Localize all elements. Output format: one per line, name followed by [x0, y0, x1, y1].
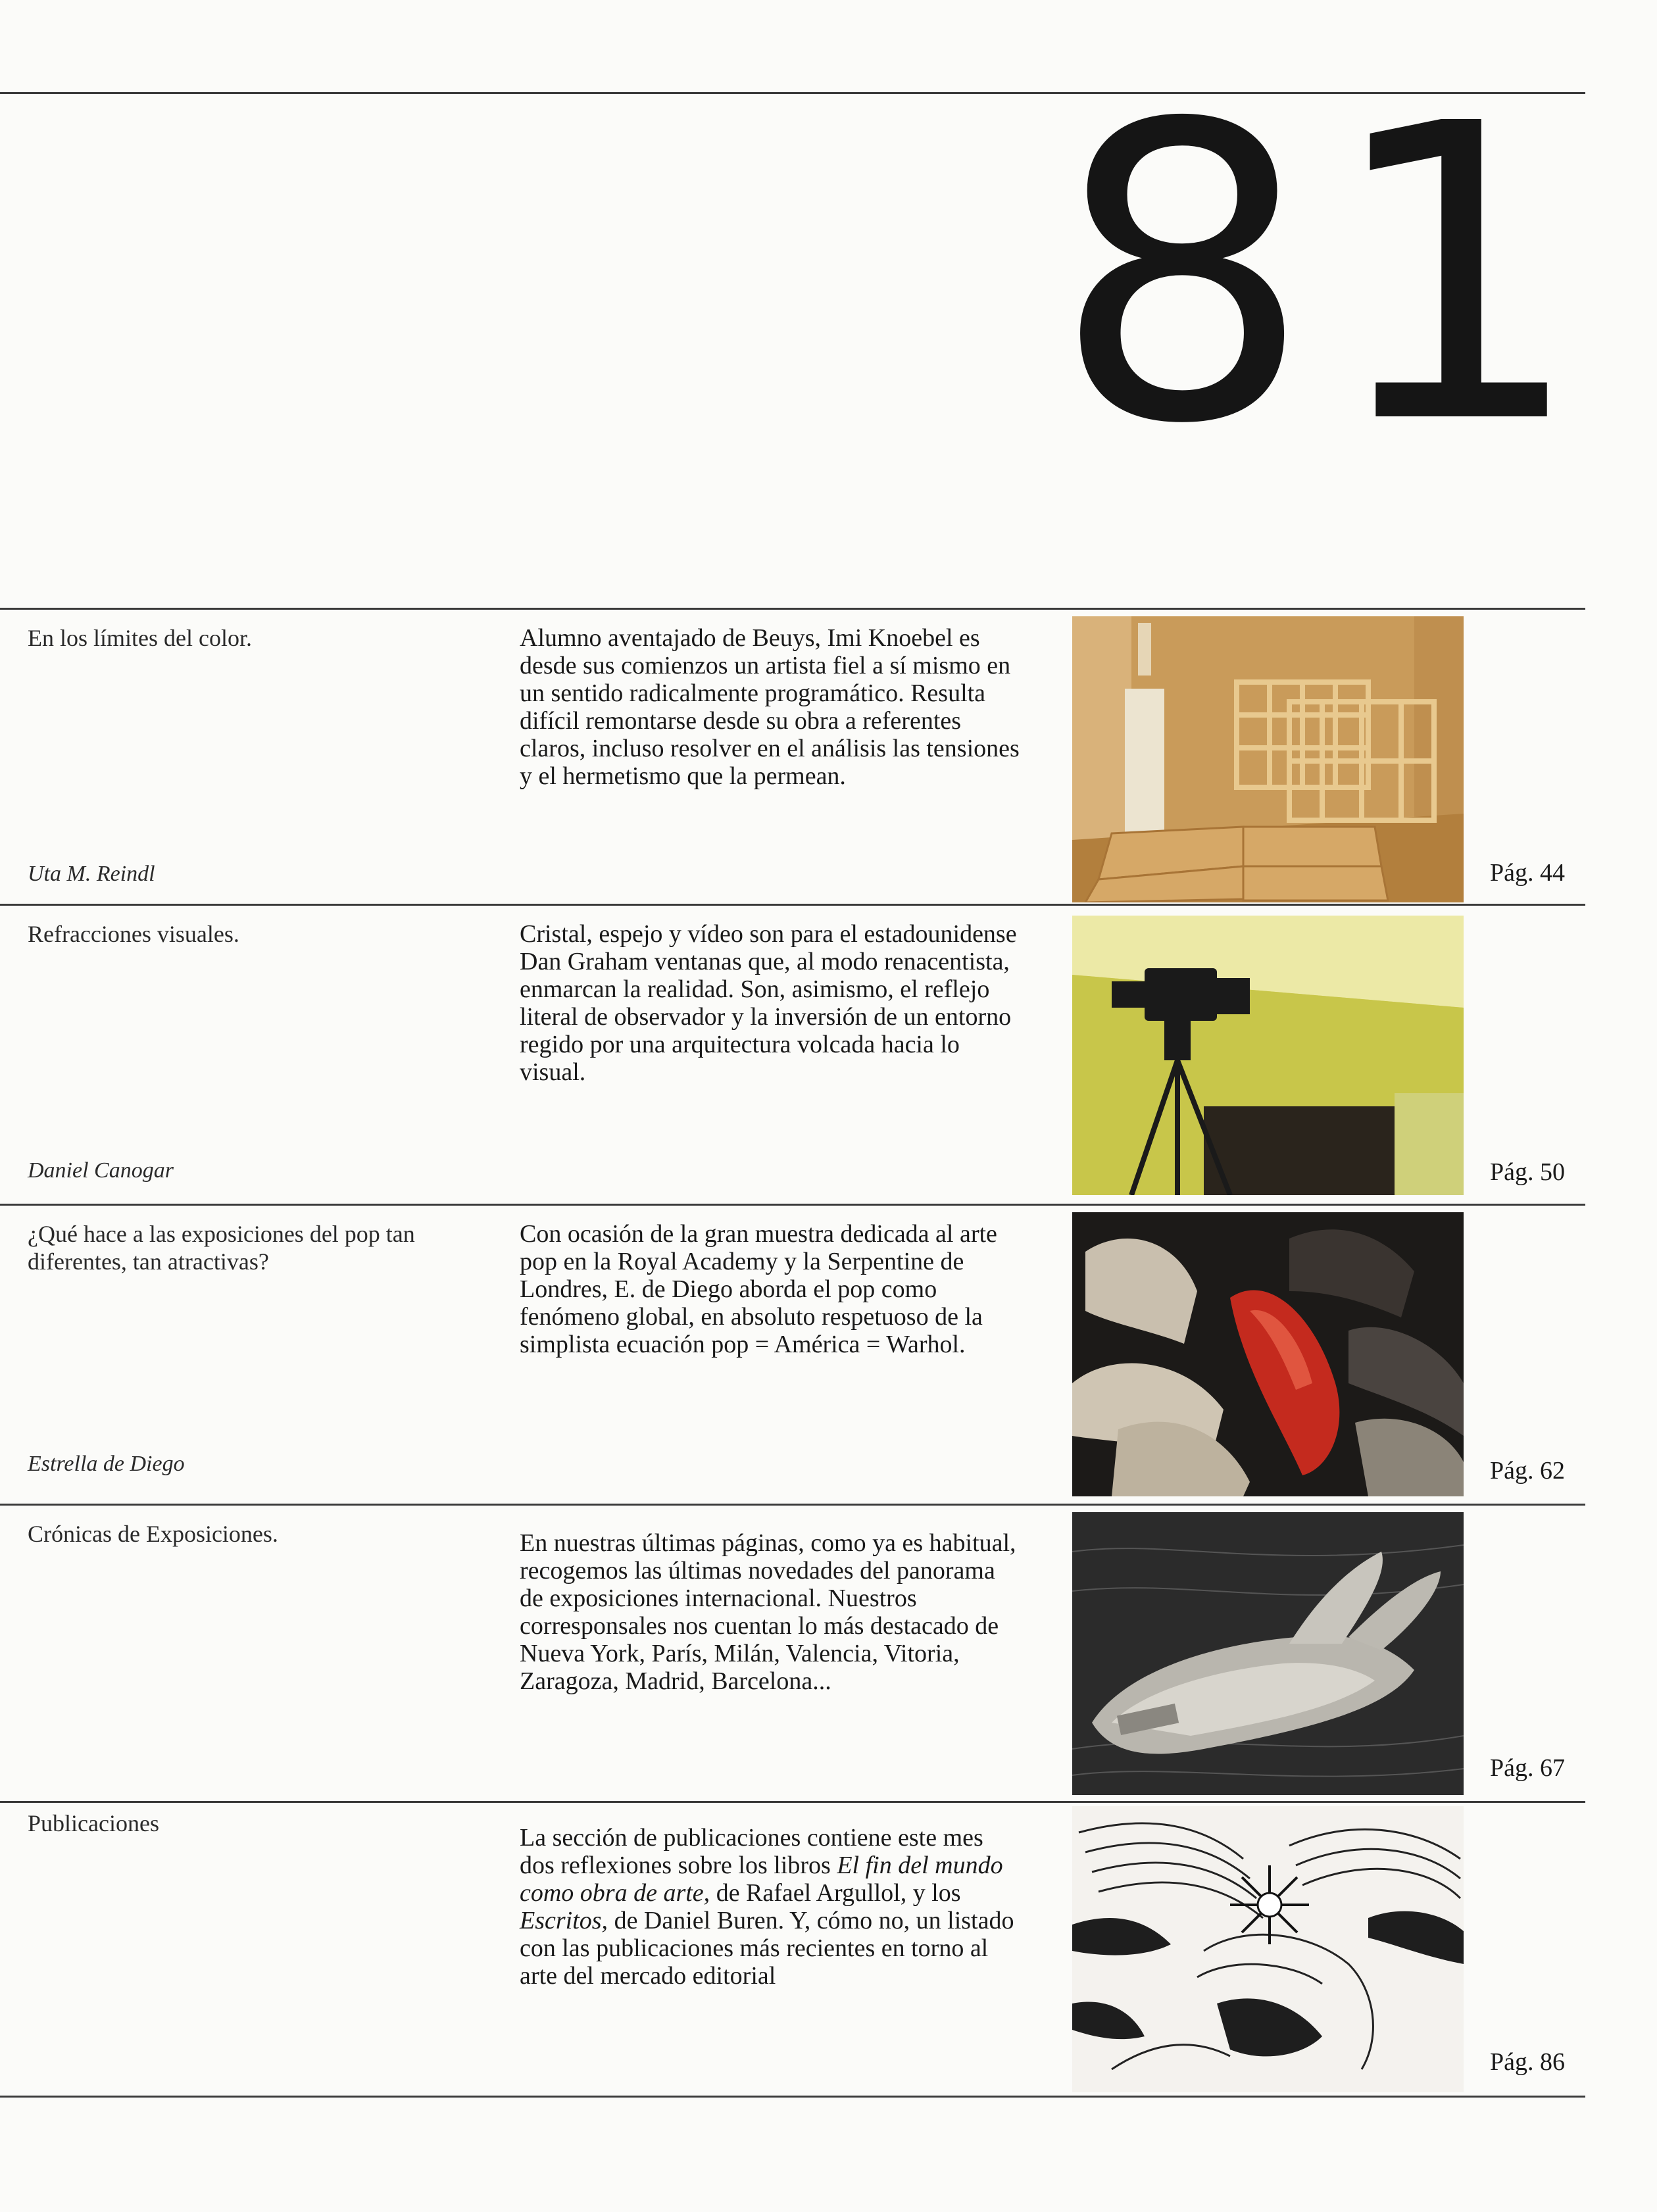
toc-entry[interactable] [0, 1803, 1585, 2096]
entry-title: Publicaciones [28, 1810, 159, 1836]
artwork-image [1072, 1806, 1464, 2092]
entry-author: Uta M. Reindl [28, 862, 155, 886]
entry-page-number: Pág. 86 [1490, 2048, 1565, 2076]
entry-description [520, 1824, 1020, 1990]
entry-description: Cristal, espejo y vídeo son para el estadounidense Dan Graham ventanas que, al modo renacentista, enmarcan la realidad. Son, asimismo, el reflejo literal de observador y la inversión de un entorno regido por una arquitectura volcada hacia lo visual. [520, 920, 1017, 1086]
entry-title: Refracciones visuales. [28, 921, 239, 947]
toc-entry[interactable] [0, 610, 1585, 904]
artwork-image [1072, 616, 1464, 902]
bottom-rule [0, 2096, 1585, 2098]
description-text: de Rafael Argullol, y los [710, 1879, 961, 1907]
toc-entry[interactable] [0, 1506, 1585, 1801]
entry-title: En los límites del color. [28, 625, 252, 651]
entry-description: En nuestras últimas páginas, como ya es habitual, recogemos las últimas novedades del panorama de exposiciones internacional. Nuestros corresponsales nos cuentan lo más destacado de Nueva York, París, Milán, Valencia, Vitoria, Zaragoza, Madrid, Barcelona... [520, 1529, 1016, 1695]
entry-title: Crónicas de Exposiciones. [28, 1521, 278, 1547]
entry-page-number: Pág. 44 [1490, 859, 1565, 887]
description-text: La sección de publicaciones contiene este mes dos reflexiones sobre los libros [520, 1824, 983, 1879]
entry-author: Estrella de Diego [28, 1452, 185, 1476]
description-text: de Daniel Buren. Y, cómo no, un listado con las publicaciones más recientes en torno al arte del mercado editorial [520, 1907, 1014, 1990]
artwork-image [1072, 916, 1464, 1195]
artwork-image [1072, 1212, 1464, 1496]
artwork-image [1072, 1512, 1464, 1795]
entry-title: ¿Qué hace a las exposiciones del pop tan diferentes, tan atractivas? [28, 1221, 415, 1275]
entry-page-number: Pág. 67 [1490, 1754, 1565, 1782]
entry-page-number: Pág. 50 [1490, 1158, 1565, 1186]
entry-author: Daniel Canogar [28, 1158, 174, 1183]
issue-number: 81 [1052, 39, 1598, 513]
entry-description: Con ocasión de la gran muestra dedicada al arte pop en la Royal Academy y la Serpentine de Londres, E. de Diego aborda el pop como fenómeno global, en absoluto respetuoso de la simplista ecuación pop = América = Warhol. [520, 1220, 997, 1358]
toc-entry[interactable] [0, 1206, 1585, 1504]
entry-description: Alumno aventajado de Beuys, Imi Knoebel es desde sus comienzos un artista fiel a sí mismo en un sentido radicalmente programático. Resulta difícil remontarse desde su obra a referentes claros, incluso resolver en el análisis las tensiones y el hermetismo que la permean. [520, 624, 1020, 790]
entry-page-number: Pág. 62 [1490, 1457, 1565, 1485]
book-title: Escritos, [520, 1907, 608, 1934]
toc-entry[interactable] [0, 906, 1585, 1204]
book-title: El fin del mundo como obra de arte, [520, 1852, 1003, 1907]
